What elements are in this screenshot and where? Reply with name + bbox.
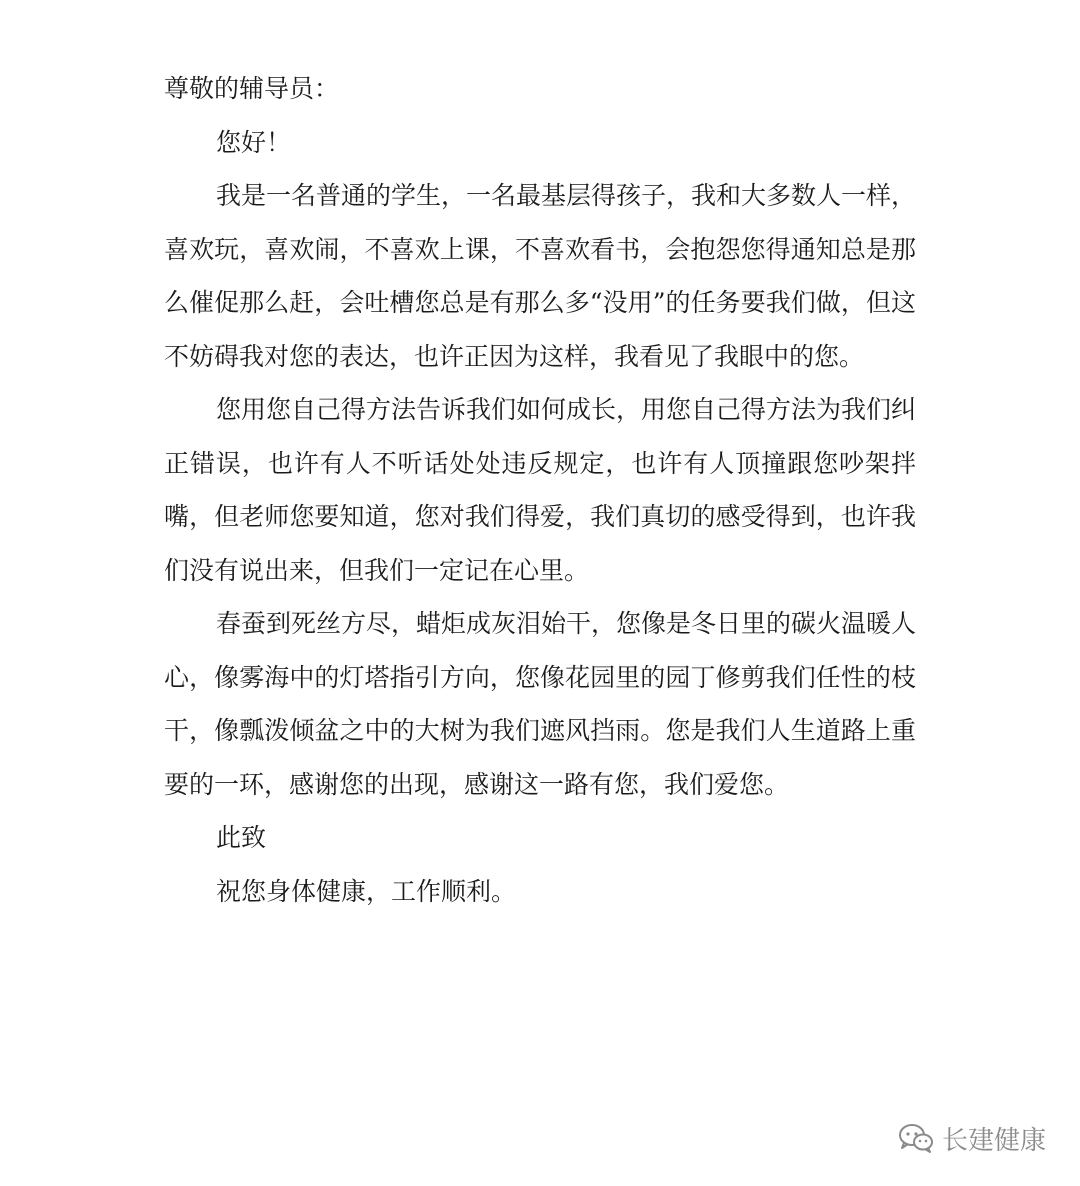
letter-paragraph-2: 您用您自己得方法告诉我们如何成长，用您自己得方法为我们纠正错误，也许有人不听话处处违反规定，也许有人顶撞跟您吵架拌嘴，但老师您要知道，您对我们得爱，我们真切的感受得到，也许我们没有说出来，但我们一定记在心里。 (164, 395, 917, 585)
letter-paragraph-3: 春蚕到死丝方尽，蜡炬成灰泪始干，您像是冬日里的碳火温暖人心，像雾海中的灯塔指引方向，您像花园里的园丁修剪我们任性的枝干，像瓢泼倾盆之中的大树为我们遮风挡雨。您是我们人生道路上重要的一环，感谢您的出现，感谢这一路有您，我们爱您。 (164, 609, 917, 799)
letter-closing: 此致 (216, 823, 267, 852)
watermark-text: 长建健康 (941, 1125, 1046, 1156)
letter-body (164, 62, 916, 918)
letter-wish: 祝您身体健康，工作顺利。 (216, 876, 517, 906)
letter-greeting: 您好！ (216, 127, 292, 157)
letter-paragraph-1: 我是一名普通的学生，一名最基层得孩子，我和大多数人一样，喜欢玩，喜欢闹，不喜欢上课，不喜欢看书，会抱怨您得通知总是那么催促那么赶，会吐槽您总是有那么多“没用”的任务要我们做，但这不妨碍我对您的表达，也许正因为这样，我看见了我眼中的您。 (164, 181, 917, 371)
letter-salutation: 尊敬的辅导员： (164, 74, 340, 103)
wechat-icon (898, 1122, 934, 1154)
watermark (898, 1118, 1046, 1158)
